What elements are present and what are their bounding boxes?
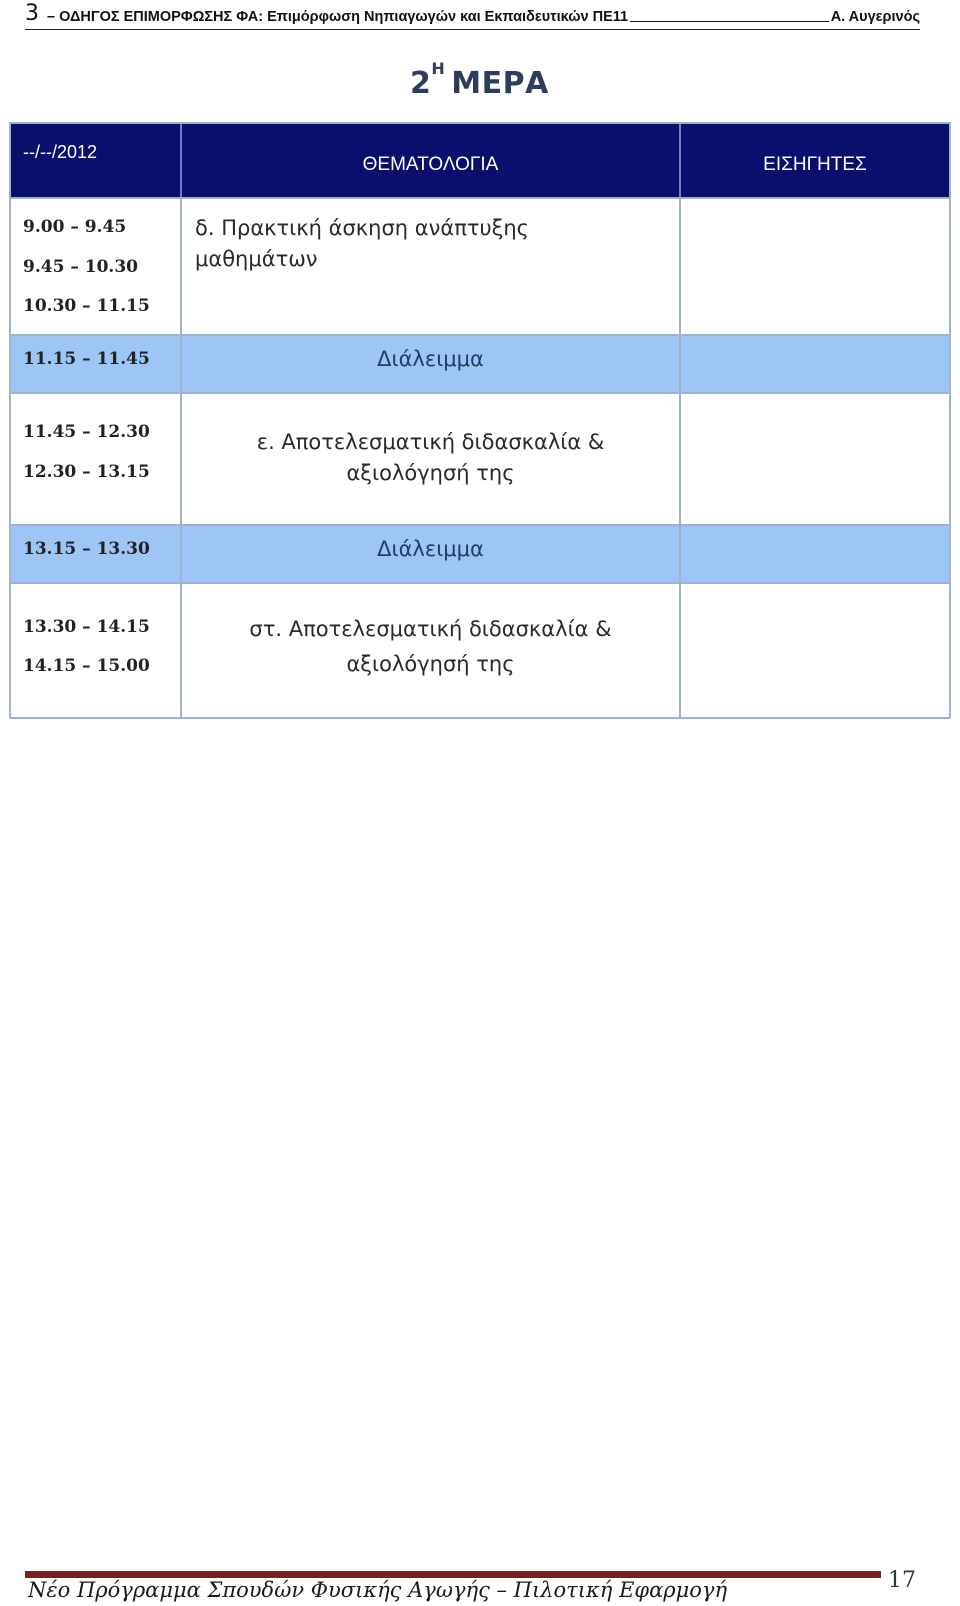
day-number: 2 [410, 66, 432, 101]
session-topic [182, 427, 679, 489]
topic-cell [182, 336, 681, 392]
table-row [11, 584, 949, 717]
time-cell [11, 394, 182, 524]
speakers-cell [681, 526, 949, 582]
time-cell [11, 336, 182, 392]
table-header-row [11, 124, 949, 199]
header-author: Α. Αυγερινός [830, 9, 920, 25]
running-header [25, 0, 920, 30]
topic-line: στ. Αποτελεσματική διδασκαλία & [249, 617, 612, 641]
header-topic: ΘΕΜΑΤΟΛΟΓΙΑ [362, 154, 499, 175]
topic-cell [182, 199, 681, 334]
session-topic [195, 213, 665, 275]
day-superscript: Η [431, 59, 446, 78]
speakers-cell [681, 394, 949, 524]
speakers-cell [681, 336, 949, 392]
time-slot: 12.30 – 13.15 [23, 462, 150, 482]
topic-line: μαθημάτων [195, 247, 318, 271]
topic-cell [182, 394, 681, 524]
page-number: 17 [888, 1568, 916, 1593]
time-cell [11, 526, 182, 582]
header-speakers: ΕΙΣΗΓΗΤΕΣ [763, 154, 867, 175]
time-slot: 13.30 – 14.15 [23, 617, 150, 637]
topic-line: αξιολόγησή της [346, 652, 515, 676]
time-slot: 9.00 – 9.45 [23, 217, 127, 237]
header-title: – ΟΔΗΓΟΣ ΕΠΙΜΟΡΦΩΣΗΣ ΦΑ: Επιμόρφωση Νηπιαγωγών και Εκπαιδευτικών ΠΕ11 [47, 9, 629, 25]
header-speakers-cell [681, 124, 949, 197]
day-title [410, 59, 549, 101]
time-slot: 11.15 – 11.45 [23, 349, 150, 369]
session-topic [182, 612, 679, 682]
topic-line: αξιολόγησή της [346, 461, 515, 485]
footer-text: Νέο Πρόγραμμα Σπουδών Φυσικής Αγωγής – Πιλοτική Εφαρμογή [28, 1578, 728, 1602]
time-slot: 9.45 – 10.30 [23, 257, 138, 277]
topic-cell [182, 584, 681, 717]
schedule-table [9, 122, 951, 719]
break-label: Διάλειμμα [377, 537, 484, 561]
time-slot: 11.45 – 12.30 [23, 422, 150, 442]
footer-rule [25, 1571, 881, 1578]
time-slot: 10.30 – 11.15 [23, 296, 150, 316]
topic-line: ε. Αποτελεσματική διδασκαλία & [256, 430, 605, 454]
table-row [11, 394, 949, 526]
day-word: ΜΕΡΑ [451, 66, 549, 101]
time-cell [11, 584, 182, 717]
break-label: Διάλειμμα [377, 347, 484, 371]
speakers-cell [681, 199, 949, 334]
header-date-cell [11, 124, 182, 197]
header-underline-rule [630, 21, 829, 22]
header-topic-cell [182, 124, 681, 197]
time-slot: 13.15 – 13.30 [23, 539, 150, 559]
time-slot: 14.15 – 15.00 [23, 656, 150, 676]
table-row [11, 199, 949, 336]
topic-line: δ. Πρακτική άσκηση ανάπτυξης [195, 216, 529, 240]
chapter-number: 3 [25, 1, 39, 26]
speakers-cell [681, 584, 949, 717]
break-row [11, 526, 949, 584]
break-row [11, 336, 949, 394]
header-date: --/--/2012 [23, 142, 98, 162]
topic-cell [182, 526, 681, 582]
time-cell [11, 199, 182, 334]
